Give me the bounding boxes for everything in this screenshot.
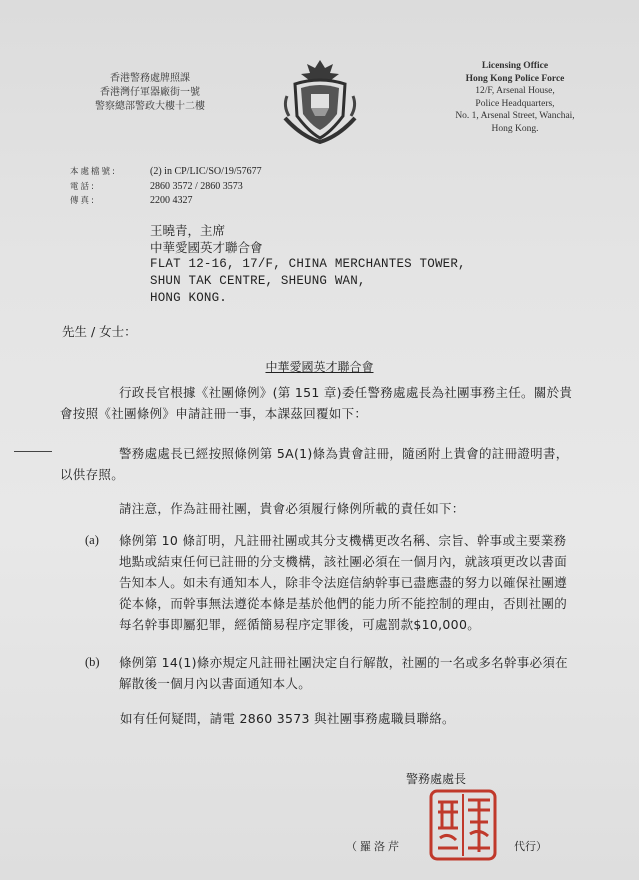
letter-subject: 中華愛國英才聯合會 <box>265 360 374 374</box>
header-en-line: Police Headquarters, <box>475 98 555 109</box>
paragraph-registration: 警務處處長已經按照條例第 5A(1)條為貴會註冊，隨函附上貴會的註冊證明書，以供存照。 <box>60 446 569 482</box>
header-zh-line: 警察總部警政大樓十二樓 <box>95 101 205 112</box>
red-seal-stamp-icon <box>428 788 498 862</box>
paragraph-closing: 如有任何疑問，請電 2860 3573 與社團事務處職員聯絡。 <box>120 711 455 726</box>
signatory-acting: 代行） <box>514 840 547 853</box>
header-en-line: Hong Kong Police Force <box>465 73 565 84</box>
recipient-address <box>150 222 466 307</box>
paragraph-intro: 行政長官根據《社團條例》(第 151 章)委任警務處處長為社團事務主任。關於貴會按照《社團條例》申請註冊一事，本課茲回覆如下： <box>60 385 573 421</box>
recipient-line: 王曉青，主席 <box>150 223 226 238</box>
reference-value: 2860 3572 / 2860 3573 <box>150 180 243 192</box>
header-zh-line: 香港警務處牌照課 <box>110 73 190 84</box>
reference-label: 電話: <box>70 181 96 192</box>
header-english-address <box>420 60 610 135</box>
reference-row <box>70 165 262 180</box>
item-text: 條例第 14(1)條亦規定凡註冊社團決定自行解散，社團的一名或多名幹事必須在解散後一個月內以書面通知本人。 <box>119 655 568 691</box>
reference-value: 2200 4327 <box>150 195 193 206</box>
police-crest-icon <box>281 58 359 144</box>
header-en-line: Licensing Office <box>481 61 549 71</box>
item-text: 條例第 10 條訂明，凡註冊社團或其分支機構更改名稱、宗旨、幹事或主要業務地點或結束任何已註冊的分支機構，該社團必須在一個月內，就該項更改以書面告知本人。如未有通知本人，除非令法庭信納幹事已盡應盡的努力以確保社團遵從本條，而幹事無法遵從本條是基於他們的能力所不能控制的理由，否則社團的每名幹事即屬犯罪，經循簡易程序定罪後，可處罰款$10,000。 <box>119 533 568 632</box>
reference-row <box>70 194 262 209</box>
reference-value: (2) in CP/LIC/SO/19/57677 <box>150 166 262 177</box>
reference-block <box>70 165 262 209</box>
item-marker: (a) <box>85 533 99 547</box>
header-en-line: No. 1, Arsenal Street, Wanchai, <box>455 111 575 121</box>
header-chinese-address <box>60 72 240 114</box>
salutation: 先生 / 女士： <box>62 324 137 339</box>
item-marker: (b) <box>85 655 100 669</box>
recipient-line: FLAT 12-16, 17/F, CHINA MERCHANTES TOWER, <box>150 257 466 271</box>
reference-label: 傳真: <box>70 196 96 206</box>
reference-row <box>70 180 262 195</box>
reference-label: 本處檔號: <box>70 167 117 177</box>
header-en-line: Hong Kong. <box>491 123 539 134</box>
signature-title: 警務處處長 <box>406 772 467 786</box>
paragraph-obligations: 請注意，作為註冊社團，貴會必須履行條例所載的責任如下： <box>119 501 465 516</box>
signatory-name: （羅洛芹 <box>346 840 402 853</box>
margin-mark <box>14 451 52 452</box>
header-en-line: 12/F, Arsenal House, <box>475 86 555 96</box>
recipient-line: SHUN TAK CENTRE, SHEUNG WAN, <box>150 274 366 288</box>
header-zh-line: 香港灣仔軍器廠街一號 <box>100 87 200 98</box>
recipient-line: HONG KONG. <box>150 291 228 305</box>
recipient-line: 中華愛國英才聯合會 <box>150 240 263 255</box>
